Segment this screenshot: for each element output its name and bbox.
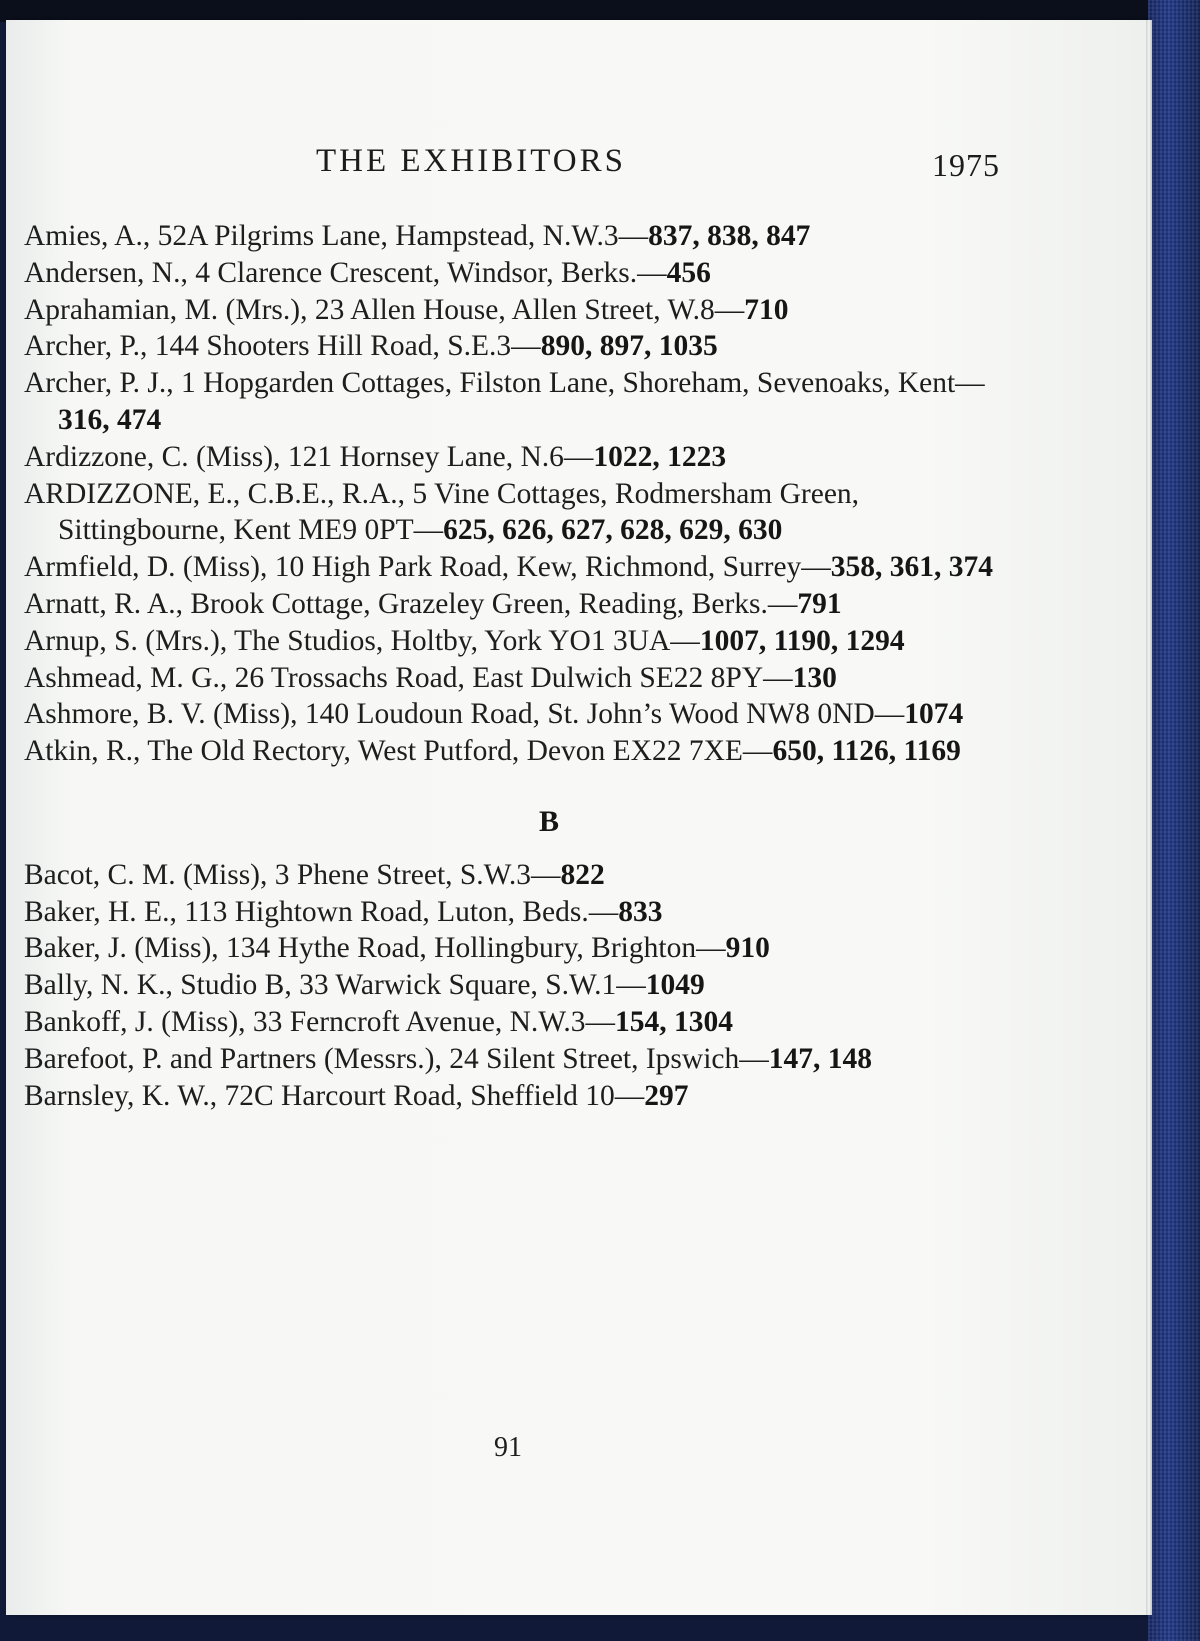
list-item: Arnatt, R. A., Brook Cottage, Grazeley Green, Reading, Berks.—791 <box>24 587 842 620</box>
list-item: Archer, P., 144 Shooters Hill Road, S.E.3—890, 897, 1035 <box>24 330 718 363</box>
list-item: Bally, N. K., Studio B, 33 Warwick Square, S.W.1—1049 <box>24 969 705 1002</box>
list-item: ARDIZZONE, E., C.B.E., R.A., 5 Vine Cottages, Rodmersham Green, Sittingbourne, Kent ME9 0PT—625, 626, 627, 628, 629, 630 <box>24 477 860 547</box>
list-item: Barnsley, K. W., 72C Harcourt Road, Sheffield 10—297 <box>24 1079 689 1112</box>
running-header <box>0 143 1146 193</box>
list-item: Arnup, S. (Mrs.), The Studios, Holtby, York YO1 3UA—1007, 1190, 1294 <box>24 624 905 657</box>
list-item: Bacot, C. M. (Miss), 3 Phene Street, S.W.3—822 <box>24 858 605 891</box>
list-item: Aprahamian, M. (Mrs.), 23 Allen House, Allen Street, W.8—710 <box>24 293 789 326</box>
list-item: Ashmore, B. V. (Miss), 140 Loudoun Road, St. John’s Wood NW8 0ND—1074 <box>24 698 964 731</box>
list-item: Ashmead, M. G., 26 Trossachs Road, East Dulwich SE22 8PY—130 <box>24 661 837 694</box>
section-heading-b: B <box>538 804 559 838</box>
list-item: Andersen, N., 4 Clarence Crescent, Windsor, Berks.—456 <box>24 256 711 289</box>
book-top-edge <box>0 0 1200 22</box>
list-item: Barefoot, P. and Partners (Messrs.), 24 Silent Street, Ipswich—147, 148 <box>24 1042 873 1075</box>
list-item: Armfield, D. (Miss), 10 High Park Road, Kew, Richmond, Surrey—358, 361, 374 <box>24 551 994 584</box>
list-item: Archer, P. J., 1 Hopgarden Cottages, Filston Lane, Shoreham, Sevenoaks, Kent—316, 474 <box>24 367 985 436</box>
exhibitor-list <box>24 218 1014 1114</box>
book-cover-binding <box>1148 0 1200 1641</box>
year-label: 1975 <box>932 147 1000 183</box>
page-edge <box>1146 20 1152 1615</box>
page-number: 91 <box>494 1432 522 1463</box>
list-item: Bankoff, J. (Miss), 33 Ferncroft Avenue, N.W.3—154, 1304 <box>24 1005 734 1038</box>
list-item: Atkin, R., The Old Rectory, West Putford, Devon EX22 7XE—650, 1126, 1169 <box>24 735 961 768</box>
list-item: Baker, J. (Miss), 134 Hythe Road, Hollingbury, Brighton—910 <box>24 932 770 965</box>
list-item: Amies, A., 52A Pilgrims Lane, Hampstead, N.W.3—837, 838, 847 <box>24 220 811 252</box>
list-item: Baker, H. E., 113 Hightown Road, Luton, Beds.—833 <box>24 895 663 928</box>
list-item: Ardizzone, C. (Miss), 121 Hornsey Lane, N.6—1022, 1223 <box>24 440 727 473</box>
page-title: THE EXHIBITORS <box>316 143 626 179</box>
